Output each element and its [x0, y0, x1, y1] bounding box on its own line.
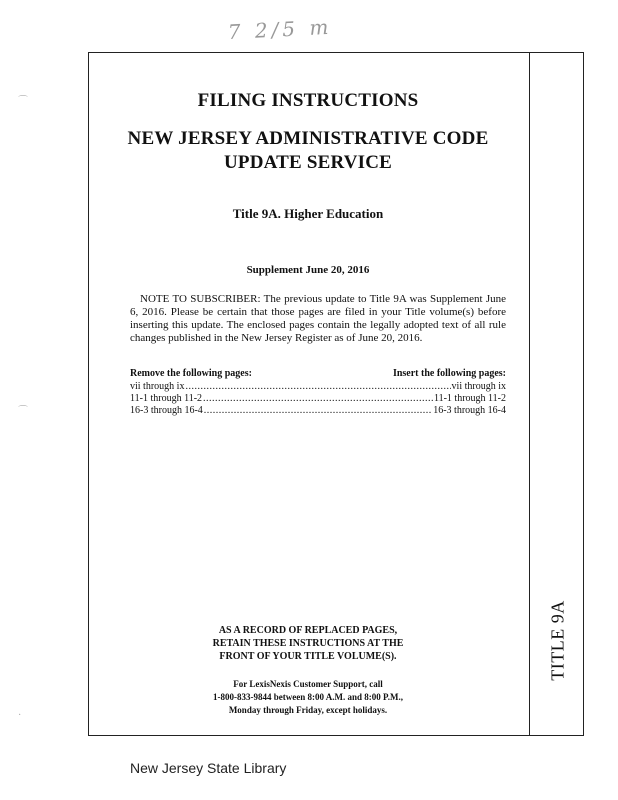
- customer-support: [88, 678, 528, 717]
- remove-pages: vii through ix: [130, 381, 185, 392]
- record-line: AS A RECORD OF REPLACED PAGES,: [218, 625, 398, 636]
- insert-pages: vii through ix: [451, 381, 506, 392]
- insert-header: Insert the following pages:: [392, 368, 506, 379]
- leader-dots: [204, 405, 432, 417]
- record-line: RETAIN THESE INSTRUCTIONS AT THE: [212, 638, 404, 649]
- leader-dots: [203, 393, 433, 405]
- handwritten-note: 7 2/5 m: [227, 14, 333, 45]
- remove-pages: 16-3 through 16-4: [130, 405, 203, 416]
- record-notice: [88, 624, 528, 663]
- scan-mark: ·: [18, 710, 22, 721]
- document-content: [88, 52, 528, 736]
- title-filing-instructions: FILING INSTRUCTIONS: [197, 90, 419, 111]
- insert-pages: 16-3 through 16-4: [433, 405, 506, 416]
- remove-header: Remove the following pages:: [130, 368, 252, 379]
- record-line: FRONT OF YOUR TITLE VOLUME(S).: [219, 651, 397, 662]
- scan-mark: ⌒: [18, 406, 28, 417]
- filing-table-header: [130, 368, 506, 380]
- leader-dots: [185, 381, 450, 393]
- title-njac: NEW JERSEY ADMINISTRATIVE CODE: [127, 128, 489, 149]
- table-row: [130, 393, 506, 405]
- filing-table: [130, 368, 506, 417]
- scan-mark: ⌒: [18, 96, 28, 107]
- table-row: [130, 381, 506, 393]
- side-tab-label: [528, 600, 588, 680]
- side-tab-text: TITLE 9A: [547, 599, 568, 681]
- insert-pages: 11-1 through 11-2: [433, 393, 506, 404]
- remove-pages: 11-1 through 11-2: [130, 393, 203, 404]
- library-footer: New Jersey State Library: [130, 760, 287, 776]
- support-line: For LexisNexis Customer Support, call: [233, 679, 383, 689]
- title-subject: Title 9A. Higher Education: [232, 206, 384, 221]
- note-to-subscriber: NOTE TO SUBSCRIBER: The previous update to Title 9A was Supplement June 6, 2016. Please be certain that those pages are filed in your Title volume(s) before inserting this update. The enclosed pages contain the legally adopted text of all rule changes published in the New Jersey Register as of June 20, 2016.: [130, 293, 506, 344]
- supplement-date: Supplement June 20, 2016: [246, 264, 370, 276]
- title-update-service: UPDATE SERVICE: [223, 152, 393, 173]
- support-line: Monday through Friday, except holidays.: [228, 705, 388, 715]
- table-row: [130, 405, 506, 417]
- support-line: 1-800-833-9844 between 8:00 A.M. and 8:00 P.M.,: [213, 692, 403, 702]
